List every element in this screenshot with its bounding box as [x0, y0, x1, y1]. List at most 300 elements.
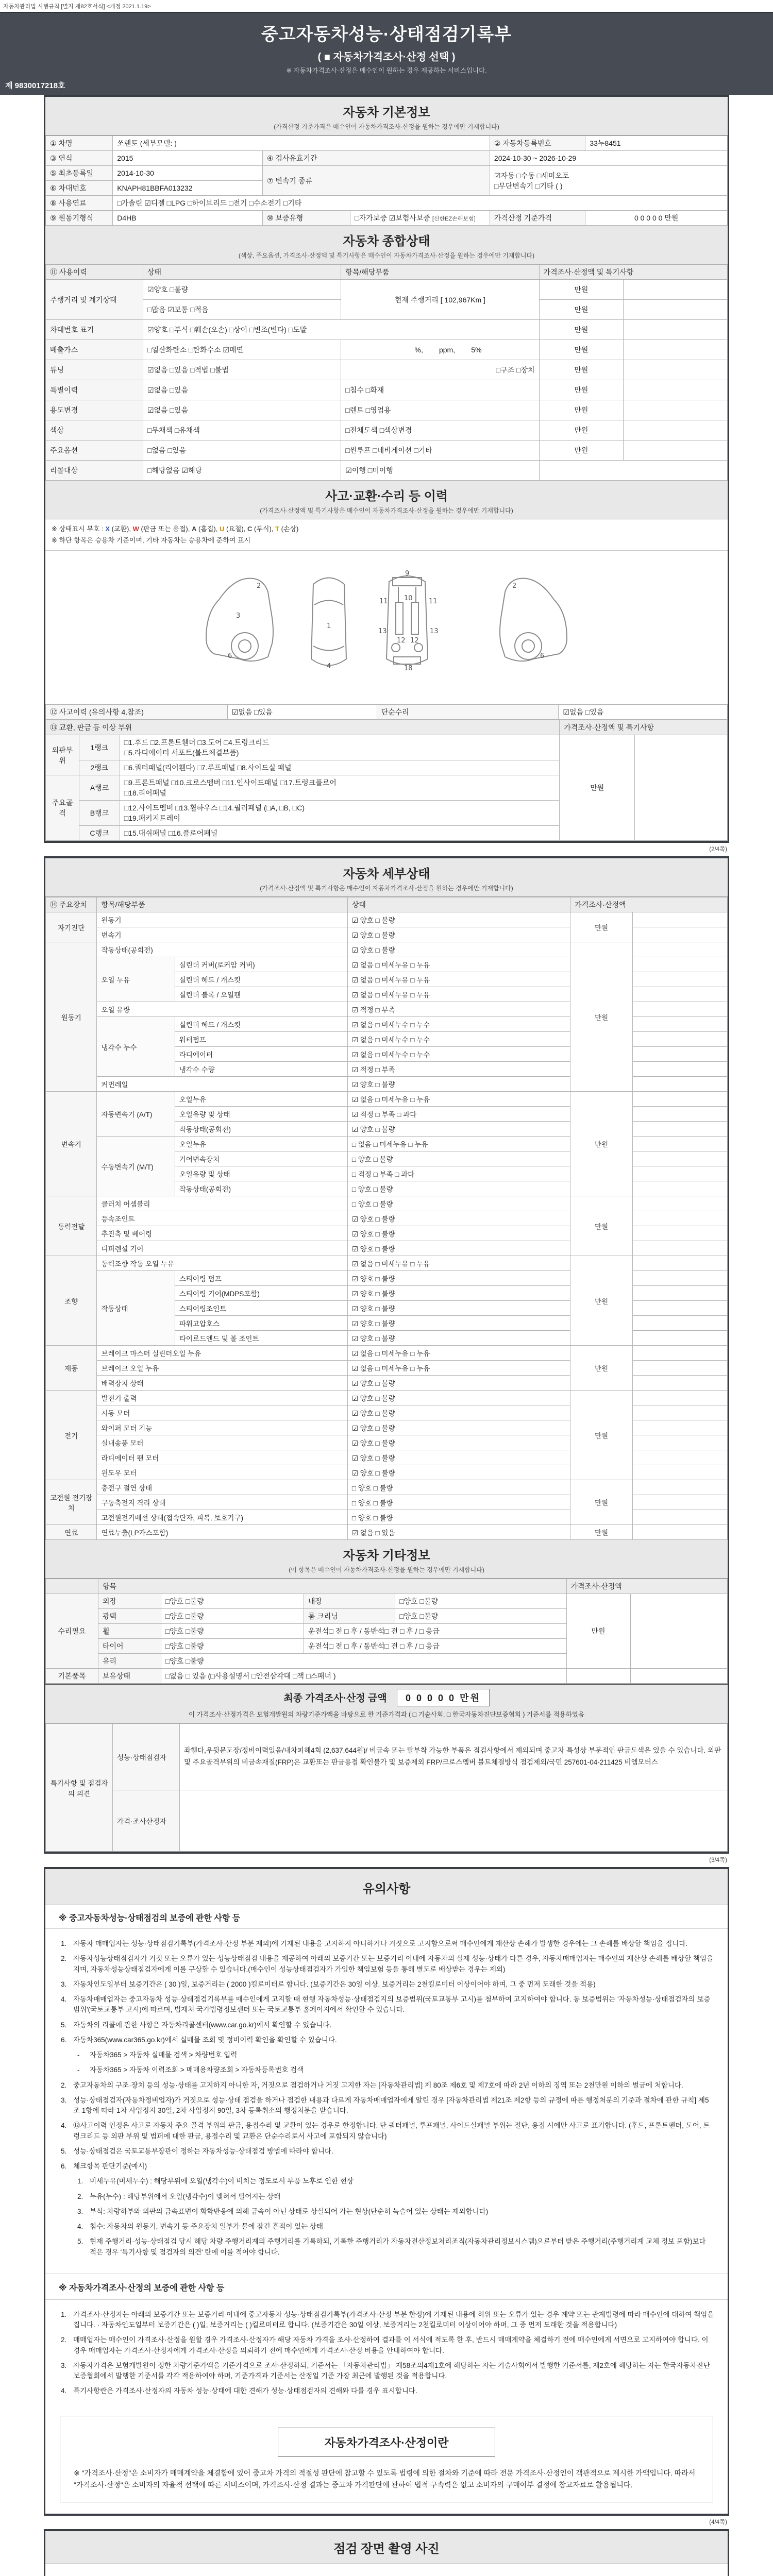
check-item-state: □ 양호 □ 불량: [347, 1151, 570, 1166]
device-group-label: 제동: [46, 1346, 97, 1391]
check-item-label: 등속조인트: [97, 1211, 347, 1226]
group-note-cell: [633, 1286, 728, 1301]
group-note-cell: [633, 1510, 728, 1525]
exterior-label: 외장: [98, 1594, 161, 1609]
page-block-2: [44, 856, 729, 1854]
group-note-cell: [633, 1465, 728, 1480]
appraiser-opinion-text: [180, 1790, 728, 1852]
notice-header: [45, 1869, 728, 1905]
check-item-state: ☑ 없음 □ 미세누유 □ 누유: [347, 972, 570, 987]
group-price-cell: 만원: [570, 912, 633, 942]
rank1-items: [120, 735, 560, 760]
check-item-label: 라디에이터: [175, 1047, 347, 1062]
tuning-state: ☑없음 □있음 □적법 □불법: [143, 360, 341, 380]
accident-history-label: ⑫ 사고이력 (유의사항 4.참조): [46, 705, 228, 720]
notice-item: 3. 자동차가격은 보험개발원이 정한 차량기준가액을 기준가격으로 조사·산정하되, 기준서는 「자동차관리법」 제58조의4제1호에 해당하는 자는 기술사회에서 발행한 기준서를, 제2호에 해당하는 자는 한국자동차진단보증협회에서 발행한 기준서를 각각 적용하여야 하며, 기준가격과 기준서는 산정일 기준 가장 최근에 발행된 것을 적용합니다.: [61, 2361, 710, 2380]
tire-label: 타이어: [98, 1639, 161, 1654]
svg-text:10: 10: [404, 595, 413, 603]
check-item-label: 시동 모터: [97, 1405, 347, 1420]
special-history-label: 특별이력: [46, 380, 143, 400]
group-note-cell: [633, 1032, 728, 1047]
group-note-cell: [633, 1196, 728, 1211]
first-reg-value: 2014-10-30: [113, 166, 263, 181]
group-note-cell: [633, 1391, 728, 1405]
svg-text:12: 12: [397, 637, 406, 645]
repair-price: 만원: [566, 1594, 630, 1669]
check-item-label: 커먼레일: [97, 1077, 347, 1092]
check-item-label: 구동축전지 격리 상태: [97, 1495, 347, 1510]
detail-state-title: 자동차 세부상태: [343, 867, 430, 882]
accident-history-note: (가격조사·산정액 및 특기사항은 매수인이 자동차가격조사·산정을 원하는 경우에만 기재합니다): [260, 507, 513, 514]
check-item-label: 클러치 어셈블리: [97, 1196, 347, 1211]
detail-state-note: (가격조사·산정액 및 특기사항은 매수인이 자동차가격조사·산정을 원하는 경우에만 기재합니다): [260, 885, 513, 892]
check-item-label: 실내송풍 모터: [97, 1435, 347, 1450]
mileage-current: 현재 주행거리 [ 102,967Km ]: [341, 280, 539, 320]
notice-item: 5. 자동차의 리콜에 관한 사항은 자동차리콜센터(www.car.go.kr)에서 확인할 수 있습니다.: [61, 2021, 332, 2029]
check-item-label: 배력장치 상태: [97, 1376, 347, 1391]
detail-state-header: [45, 858, 728, 897]
check-item-state: □ 양호 □ 불량: [347, 1510, 570, 1525]
accident-history-title: 사고·교환·수리 등 이력: [325, 489, 448, 503]
check-item-label: 작동상태(공회전): [175, 1122, 347, 1137]
inspection-period-value: 2024-10-30 ~ 2026-10-29: [490, 151, 727, 166]
group-note-cell: [633, 1301, 728, 1316]
recall-label: 리콜대상: [46, 461, 143, 481]
device-subgroup-label: 작동상태: [97, 1271, 175, 1346]
check-item-state: ☑ 없음 □ 미세누유 □ 누유: [347, 987, 570, 1002]
device-group-label: 자기진단: [46, 912, 97, 942]
group-note-cell: [633, 1480, 728, 1495]
simple-repair-label: 단순수리: [377, 705, 559, 720]
check-item-state: ☑ 양호 □ 불량: [347, 1465, 570, 1480]
vin-label: ⑥ 차대번호: [46, 181, 113, 196]
tuning-item: □구조 □장치: [341, 360, 539, 380]
tuning-price: 만원: [539, 360, 624, 380]
basic-info-title: 자동차 기본정보: [343, 106, 430, 120]
check-item-label: 작동상태(공회전): [97, 942, 347, 957]
final-price-note: 이 가격조사·산정가격은 보험개발원의 차량기준가액을 바탕으로 한 기준가격과 ( □ 기술사회, □ 한국자동차진단보증협회 ) 기준서를 적용하였음: [189, 1711, 584, 1719]
overall-state-table: [45, 264, 728, 481]
check-item-state: □ 양호 □ 불량: [347, 1196, 570, 1211]
check-item-state: ☑ 양호 □ 불량: [347, 1122, 570, 1137]
usage-change-label: 용도변경: [46, 400, 143, 420]
group-note-cell: [633, 1271, 728, 1286]
check-item-state: ☑ 양호 □ 불량: [347, 942, 570, 957]
document-subtitle: ( ■ 자동차가격조사·산정 선택 ): [317, 52, 456, 63]
legend-segment: (흠집),: [196, 525, 220, 533]
vin-mark-price: 만원: [539, 320, 624, 340]
group-price-cell: 만원: [570, 1391, 633, 1480]
polish-state: □양호 □불량: [161, 1609, 304, 1624]
reg-no-label: ② 자동차등록번호: [490, 136, 585, 151]
check-item-label: 발전기 출력: [97, 1391, 347, 1405]
tuning-label: 튜닝: [46, 360, 143, 380]
check-item-state: ☑ 없음 □ 있음: [347, 1525, 570, 1540]
check-item-label: 기어변속장치: [175, 1151, 347, 1166]
wheel-state: □양호 □불량: [161, 1624, 304, 1639]
notice-item: 2. 자동차성능상태점검자가 거짓 또는 오류가 있는 성능상태점검 내용을 제공하여 아래의 보증기간 또는 보증거리 이내에 자동차의 실제 성능·상태가 다른 경우, 자동차매매업자는 매수인의 재산상 손해를 배상할 책임을 지며, 자동차성능상태점검자에게 이를 구상할 수 있습니다.(매수인이 성능상태점검자가 가입한 책임보험 등을 통해 별도로 배상받는 경우는 제외): [61, 1955, 714, 1973]
check-item-state: □ 양호 □ 불량: [347, 1480, 570, 1495]
check-item-state: ☑ 없음 □ 미세누유 □ 누유: [347, 1256, 570, 1271]
photo-section-title: 점검 장면 촬영 사진: [45, 2531, 728, 2564]
svg-text:2: 2: [257, 582, 261, 590]
device-group-label: 원동기: [46, 942, 97, 1092]
check-item-label: 파워고압호스: [175, 1316, 347, 1331]
accident-history-state: ☑없음 □있음: [227, 705, 377, 720]
other-h-price: 가격조사·산정액: [566, 1579, 728, 1594]
notice-item: 2. 누유(누수) : 해당부위에서 오일(냉각수)이 맺혀서 떨어지는 상태: [77, 2192, 281, 2200]
device-subgroup-label: 오일 누유: [97, 957, 175, 1002]
device-group-label: 동력전달: [46, 1196, 97, 1256]
check-item-state: ☑ 없음 □ 미세누유 □ 누유: [347, 1092, 570, 1107]
check-item-label: 스티어링조인트: [175, 1301, 347, 1316]
special-history-state: ☑없음 □있음: [143, 380, 341, 400]
main-option-note: [624, 440, 728, 461]
check-item-state: ☑ 양호 □ 불량: [347, 1435, 570, 1450]
group-note-cell: [633, 942, 728, 957]
device-subgroup-label: 자동변속기 (A/T): [97, 1092, 175, 1137]
check-item-label: 원동기: [97, 912, 347, 927]
rank1-line2: □5.라디에이터 서포트(볼트체결부품): [124, 749, 239, 757]
check-item-label: 윈도우 모터: [97, 1465, 347, 1480]
simple-repair-state: ☑없음 □있음: [559, 705, 728, 720]
group-note-cell: [633, 1361, 728, 1376]
svg-text:18: 18: [404, 665, 413, 673]
recall-note: [539, 461, 727, 481]
check-item-state: ☑ 없음 □ 미세누유 □ 누유: [347, 957, 570, 972]
overall-state-header: [45, 226, 728, 264]
basic-items-note: [630, 1669, 727, 1684]
check-item-label: 고전원전기배선 상태(접속단자, 피복, 보호기구): [97, 1510, 347, 1525]
check-item-state: ☑ 양호 □ 불량: [347, 1420, 570, 1435]
notice-item: 1. 자동차 매매업자는 성능·상태점검기록부(가격조사·산정 부분 제외)에 기재된 내용을 고지하지 아니하거나 거짓으로 고지함으로써 매수인에게 재산상 손해가 발생한 경우에는 그 손해를 배상할 책임을 집니다.: [61, 1940, 688, 1948]
group-note-cell: [633, 1151, 728, 1166]
detail-h-device: ⑭ 주요장치: [46, 897, 97, 912]
legend-segment: ※ 상태표시 부호 :: [52, 525, 106, 533]
other-info-note: (이 항목은 매수인이 자동차가격조사·산정을 원하는 경우에만 기재합니다): [289, 1566, 484, 1574]
notice-item: 2. 매매업자는 매수인이 가격조사·산정을 원할 경우 가격조사·산정자가 해당 자동차 가격을 조사·산정하여 결과를 이 서식에 적도록 한 후, 반드시 매매계약을 체결하기 전에 매수인에게 서면으로 고지하여야 합니다. 이 경우 매매업자는 가격조사·산정자에게 가격조사·산정을 의뢰하기 전에 매수인에게 가격조사·산정 비용을 안내하여야 합니다.: [61, 2336, 709, 2354]
notice-items-a: [45, 1929, 728, 2267]
check-item-label: 오일누유: [175, 1092, 347, 1107]
document-title: 중고자동차성능·상태점검기록부: [261, 25, 512, 44]
rankB-line1: □12.사이드멤버 □13.휠하우스 □14.필러패널 (□A, □B, □C): [124, 804, 305, 812]
notice-item: - 자동차365 > 자동차 실매물 검색 > 차량번호 입력: [77, 2051, 238, 2059]
legend-segment: U: [219, 525, 225, 533]
group-note-cell: [633, 1107, 728, 1122]
group-note-cell: [633, 1122, 728, 1137]
document-number: 제 9830017218호: [5, 81, 65, 90]
check-item-state: ☑ 없음 □ 미세누유 □ 누유: [347, 1361, 570, 1376]
group-note-cell: [633, 927, 728, 942]
group-note-cell: [633, 1435, 728, 1450]
inspector-label: 성능·상태점검자: [113, 1724, 180, 1790]
group-note-cell: [633, 1331, 728, 1346]
check-item-state: ☑ 양호 □ 불량: [347, 1450, 570, 1465]
state-mark-legend: [45, 519, 728, 551]
check-item-state: ☑ 양호 □ 불량: [347, 1077, 570, 1092]
tire-state: □양호 □불량: [161, 1639, 304, 1654]
main-option-label: 주요옵션: [46, 440, 143, 461]
transmission-options-line1: ☑자동 □수동 □세미오토: [494, 171, 569, 180]
check-item-state: ☑ 적정 □ 부족 □ 과다: [347, 1107, 570, 1122]
check-item-label: 추진축 및 베어링: [97, 1226, 347, 1241]
group-price-cell: 만원: [570, 1480, 633, 1525]
state-mark-note: ※ 하단 항목은 승용차 기준이며, 기타 자동차는 승용차에 준하여 표시: [52, 536, 251, 545]
check-item-state: □ 없음 □ 미세누유 □ 누유: [347, 1137, 570, 1151]
wheel-label: 휠: [98, 1624, 161, 1639]
check-item-state: ☑ 양호 □ 불량: [347, 1286, 570, 1301]
usage-change-state: ☑없음 □있음: [143, 400, 341, 420]
vin-mark-note: [624, 320, 728, 340]
group-price-cell: 만원: [570, 942, 633, 1092]
device-group-label: 전기: [46, 1391, 97, 1480]
exterior-state: □양호 □불량: [161, 1594, 304, 1609]
notice-item: 3. 성능·상태점검자(자동차정비업자)가 거짓으로 성능·상태 점검을 하거나 점검한 내용과 다르게 자동차매매업자에게 알린 경우 [자동차관리법 제21조 제2항 등의 규정에 따른 행정처분의 기준과 절차에 관한 규칙] 제5조 1항에 따라 1차 사업정지 30일, 2차 사업정지 90일, 3차 등록취소의 행정처분을 받습니다.: [61, 2096, 709, 2115]
check-item-label: 실린더 커버(로커암 커버): [175, 957, 347, 972]
check-item-label: 디퍼렌셜 기어: [97, 1241, 347, 1256]
group-price-cell: 만원: [570, 1525, 633, 1540]
check-item-label: 실린더 블록 / 오일팬: [175, 987, 347, 1002]
group-note-cell: [633, 1002, 728, 1017]
check-item-label: 오일누유: [175, 1137, 347, 1151]
group-note-cell: [633, 972, 728, 987]
mileage-state-2: □많음 ☑보통 □적음: [143, 300, 341, 320]
legend-segment: (요철),: [224, 525, 247, 533]
check-item-state: ☑ 양호 □ 불량: [347, 927, 570, 942]
special-history-item: □침수 □화재: [341, 380, 539, 400]
legend-segment: (부식),: [252, 525, 276, 533]
rankA-line2: □18.리어패널: [124, 789, 166, 798]
rankC-items: □15.대쉬패널 □16.플로어패널: [120, 826, 560, 841]
check-item-state: ☑ 없음 □ 미세누수 □ 누수: [347, 1017, 570, 1032]
transmission-label: ⑦ 변속기 종류: [262, 166, 490, 196]
check-item-label: 변속기: [97, 927, 347, 942]
other-h-blank: [46, 1579, 98, 1594]
exchange-panel-table: [45, 720, 728, 841]
svg-text:2: 2: [512, 582, 517, 590]
check-item-label: 오일유량 및 상태: [175, 1107, 347, 1122]
main-option-state: □없음 □있음: [143, 440, 341, 461]
basic-items-price: [566, 1669, 630, 1684]
rank1-label: 1랭크: [79, 735, 120, 760]
check-item-label: 연료누출(LP가스포함): [97, 1525, 347, 1540]
check-item-state: ☑ 적정 □ 부족: [347, 1062, 570, 1077]
group-note-cell: [633, 1017, 728, 1032]
group-note-cell: [633, 912, 728, 927]
group-note-cell: [633, 1420, 728, 1435]
basic-info-header: [45, 97, 728, 135]
special-history-note: [624, 380, 728, 400]
check-item-label: 브레이크 오일 누유: [97, 1361, 347, 1376]
explain-box-text: ※ "가격조사·산정"은 소비자가 매매계약을 체결함에 있어 중고차 가격의 적절성 판단에 참고할 수 있도록 법령에 의한 절차와 기준에 따라 전문 가격조사·산정인이 객관적으로 제시한 가액입니다. 따라서 "가격조사·산정"은 소비자의 자율적 선택에 따른 서비스이며, 가격조사·산정 결과는 중고차 가격판단에 관하여 법적 구속력은 없고 소비자의 구매여부 결정에 참고자료로 활용됩니다.: [74, 2468, 696, 2489]
check-item-label: 워터펌프: [175, 1032, 347, 1047]
notice-item: 6. 자동차365(www.car365.go.kr)에서 실매물 조회 및 정비이력 확인을 확인할 수 있습니다.: [61, 2036, 337, 2044]
notice-item: 4. ⑫사고이력 인정은 사고로 자동차 주요 골격 부위의 판금, 용접수리 및 교환이 있는 경우로 한정합니다. 단 쿼터패널, 루프패널, 사이드실패널 부위는 절단, 용접 시에만 사고로 표기합니다. (후드, 프론트펜더, 도어, 트렁크리드 등 외판 부위 및 범퍼에 대한 판금, 용접수리 및 교환은 단순수리로서 사고에 포함되지 않습니다): [61, 2122, 710, 2140]
room-cleaning-state: □양호 □불량: [395, 1609, 566, 1624]
legend-segment: T: [275, 525, 279, 533]
notice-item: 6. 체크항목 판단기준(예시): [61, 2162, 147, 2171]
group-note-cell: [633, 1181, 728, 1196]
color-item: □전체도색 □색상변경: [341, 420, 539, 440]
check-item-state: ☑ 없음 □ 미세누유 □ 누유: [347, 1346, 570, 1361]
group-note-cell: [633, 1495, 728, 1510]
other-h-item: 항목: [98, 1579, 566, 1594]
group-note-cell: [633, 1077, 728, 1092]
car-name-value: 쏘렌토 (세부모델: ): [113, 136, 490, 151]
check-item-state: ☑ 양호 □ 불량: [347, 1271, 570, 1286]
notice-item: 5. 성능·상태점검은 국토교통부장관이 정하는 자동차성능·상태점검 방법에 따라야 합니다.: [61, 2147, 333, 2155]
accident-history-row: [45, 704, 728, 720]
rankB-label: B랭크: [79, 801, 120, 826]
inspection-period-label: ④ 검사유효기간: [262, 151, 490, 166]
check-item-label: 작동상태(공회전): [175, 1181, 347, 1196]
color-label: 색상: [46, 420, 143, 440]
check-item-state: ☑ 없음 □ 미세누수 □ 누수: [347, 1032, 570, 1047]
check-item-state: □ 양호 □ 불량: [347, 1181, 570, 1196]
group-note-cell: [633, 1450, 728, 1465]
check-item-label: 충전구 절연 상태: [97, 1480, 347, 1495]
notice-item: 2. 중고자동차의 구조·장치 등의 성능·상태를 고지하지 아니한 자, 거짓으로 점검하거나 거짓 고지한 자는 [자동차관리법] 제 80조 제6호 및 제7호에 따라 2년 이하의 징역 또는 2천만원 이하의 벌금에 처합니다.: [61, 2081, 683, 2089]
group-price-cell: 만원: [570, 1256, 633, 1346]
emission-note: [624, 340, 728, 360]
check-item-state: ☑ 양호 □ 불량: [347, 1376, 570, 1391]
device-subgroup-label: 냉각수 누수: [97, 1017, 175, 1077]
mileage-note-1: [624, 280, 728, 300]
check-item-state: ☑ 양호 □ 불량: [347, 1316, 570, 1331]
group-note-cell: [633, 1137, 728, 1151]
check-item-label: 실린더 헤드 / 개스킷: [175, 1017, 347, 1032]
check-item-state: ☑ 양호 □ 불량: [347, 1301, 570, 1316]
detail-h-price: 가격조사·산정액: [570, 897, 728, 912]
reg-no-value: 33누8451: [585, 136, 728, 151]
mileage-note-2: [624, 300, 728, 320]
usage-change-price: 만원: [539, 400, 624, 420]
emission-price: 만원: [539, 340, 624, 360]
overall-h-item: 항목/해당부품: [341, 265, 539, 280]
car-diagram: [45, 551, 728, 704]
check-item-label: 스티어링 펌프: [175, 1271, 347, 1286]
check-item-label: 타이로드엔드 및 볼 조인트: [175, 1331, 347, 1346]
group-note-cell: [633, 1525, 728, 1540]
exchange-note: [635, 735, 728, 841]
model-year-value: 2015: [113, 151, 263, 166]
check-item-state: ☑ 양호 □ 불량: [347, 1226, 570, 1241]
appraiser-label: 가격·조사산정자: [113, 1790, 180, 1852]
final-price-label: 최종 가격조사·산정 금액: [283, 1693, 387, 1704]
interior-state: □양호 □불량: [395, 1594, 566, 1609]
engine-type-label: ⑨ 원동기형식: [46, 211, 113, 226]
legend-segment: (손상): [279, 525, 299, 533]
main-option-item: □썬루프 □네비게이션 □기타: [341, 440, 539, 461]
document-subnote: ※ 자동차가격조사·산정은 매수인이 원하는 경우 제공하는 서비스입니다.: [286, 67, 487, 74]
svg-text:13: 13: [430, 628, 439, 636]
group-note-cell: [633, 1226, 728, 1241]
group-note-cell: [633, 987, 728, 1002]
device-group-label: 조향: [46, 1256, 97, 1346]
warranty-type-label: ⑩ 보증유형: [262, 211, 350, 226]
notice-item: - 자동차365 > 자동차 이력조회 > 매매용차량조회 > 자동차등록번호 검색: [77, 2066, 304, 2074]
svg-text:11: 11: [379, 598, 388, 606]
svg-text:9: 9: [405, 570, 410, 578]
other-info-title: 자동차 기타정보: [343, 1549, 430, 1563]
group-note-cell: [633, 1405, 728, 1420]
base-price-value: 0 0 0 0 0 만원: [585, 211, 728, 226]
emission-values: %, ppm, 5%: [341, 340, 539, 360]
basic-items-state: □없음 □ 있음 (□사용설명서 □안전삼각대 □잭 □스패너 ): [161, 1669, 566, 1684]
polish-label: 광택: [98, 1609, 161, 1624]
basic-info-note: (가격산정 기준가격은 매수인이 자동차가격조사·산정을 원하는 경우에만 기재합니다): [274, 123, 499, 130]
group-note-cell: [633, 1092, 728, 1107]
color-note: [624, 420, 728, 440]
notice-item: 5. 현재 주행거리·성능·상태점검 당시 해당 차량 주행거리계의 주행거리를 기록하되, 기록한 주행거리가 자동차전산정보처리조직(자동차관리정보시스템)으로부터 받은 주행거리(주행거리계 교체 정보 포함)보다 적은 경우 '특기사항 및 점검자의 의견' 란에 이를 적어야 합니다.: [77, 2238, 706, 2256]
warranty-type-options: □자가보증 ☑보험사보증: [355, 214, 430, 222]
rankA-line1: □9.프론트패널 □10.크로스멤버 □11.인사이드패널 □17.트렁크플로어: [124, 778, 337, 787]
check-item-label: 동력조향 작동 오일 누유: [97, 1256, 347, 1271]
device-group-label: 고전원 전기장치: [46, 1480, 97, 1525]
notice-item: 4. 침수: 자동차의 원동기, 변속기 등 주요장치 일부가 물에 잠긴 흔적이 있는 상태: [77, 2223, 324, 2231]
opinion-group-label: 특기사항 및 점검자의 의견: [46, 1724, 113, 1852]
svg-text:13: 13: [378, 628, 387, 636]
group-price-cell: 만원: [570, 1196, 633, 1256]
overall-state-note: (색상, 주요옵션, 가격조사·산정액 및 특기사항은 매수인이 자동차가격조사·산정을 원하는 경우에만 기재합니다): [238, 252, 535, 259]
tuning-note: [624, 360, 728, 380]
legend-segment: (판금 또는 용접),: [139, 525, 192, 533]
device-group-label: 연료: [46, 1525, 97, 1540]
check-item-state: □ 적정 □ 부족 □ 과다: [347, 1166, 570, 1181]
svg-text:3: 3: [236, 612, 241, 620]
emission-state: □일산화탄소 □탄화수소 ☑매연: [143, 340, 341, 360]
glass-state: □양호 □불량: [161, 1654, 566, 1669]
wheel-detail: 운전석□ 전 □ 후 / 동반석□ 전 □ 후 / □ 응급: [304, 1624, 566, 1639]
group-note-cell: [633, 1316, 728, 1331]
vin-mark-state: ☑양호 □부식 □훼손(오손) □상이 □변조(변타) □도말: [143, 320, 539, 340]
group-note-cell: [633, 1241, 728, 1256]
rankA-items: [120, 775, 560, 801]
notice-item: 4. 자동차매매업자는 중고자동차 성능·상태점검기록부를 매수인에게 고지할 때 현행 자동차성능·상태점검지의 보증범위(국토교통부 고시)를 첨부하여 고지하여야 합니다. 동 보증범위는 '자동차성능·상태점검자의 보증범위'(국토교통부 고시)에 따르며, 법제처 국가법령정보센터 또는 국토교통부 홈페이지에서 확인할 수 있습니다.: [61, 1995, 711, 2014]
notice-item: 3. 부식: 차량하부와 외판의 금속표면이 화학반응에 의해 금속이 아닌 상태로 상실되어 가는 현상(단순히 녹슬어 있는 상태는 제외합니다): [77, 2207, 489, 2215]
inspector-opinion-text: 좌휀다,우뒷문도장/정비이력있음/내차피해4회 (2,637,644원)/ 비금속 또는 탈부착 가능한 부품은 점검사항에서 제외되며 중고차 특성상 부분적인 판금도색은 있을 수 있습니다. 외판 및 주요골격부위의 비금속재질(FRP)은 교환또는 판금용접 확인불가 및 보증제외 FRP/크로스멤버 볼트체결방식 점검제외/국민 257601-04-211425 비엠모터스: [180, 1724, 728, 1790]
group-note-cell: [633, 957, 728, 972]
page-block-3: [44, 1867, 729, 2516]
mileage-price-1: 만원: [539, 280, 624, 300]
check-item-state: ☑ 양호 □ 불량: [347, 1211, 570, 1226]
explain-box-title: 자동차가격조사·산정이란: [278, 2428, 495, 2457]
final-price-band: [45, 1684, 728, 1723]
check-item-label: 냉각수 수량: [175, 1062, 347, 1077]
group-price-cell: 만원: [570, 1092, 633, 1196]
rankB-items: [120, 801, 560, 826]
group-note-cell: [633, 1211, 728, 1226]
rankA-label: A랭크: [79, 775, 120, 801]
svg-text:11: 11: [429, 598, 438, 606]
mileage-state-1: ☑양호 □불량: [143, 280, 341, 300]
check-item-label: 스티어링 기어(MDPS포함): [175, 1286, 347, 1301]
exchange-header-price: 가격조사·산정액 및 특기사항: [560, 720, 728, 735]
accident-history-header: [45, 481, 728, 519]
legend-segment: (교환),: [109, 525, 133, 533]
rank2-label: 2랭크: [79, 760, 120, 775]
final-price-amount: 0 0 0 0 0 만원: [397, 1689, 490, 1706]
check-item-state: ☑ 양호 □ 불량: [347, 1331, 570, 1346]
rankB-line2: □19.패키지트레이: [124, 814, 180, 823]
svg-text:12: 12: [410, 637, 419, 645]
room-cleaning-label: 룸 크리닝: [304, 1609, 395, 1624]
fuel-value: □가솔린 ☑디젤 □LPG □하이브리드 □전기 □수소전기 □기타: [113, 196, 728, 211]
mileage-label: 주행거리 및 계기상태: [46, 280, 143, 320]
svg-text:6: 6: [228, 652, 232, 660]
svg-text:6: 6: [540, 652, 545, 660]
legend-segment: W: [132, 525, 139, 533]
